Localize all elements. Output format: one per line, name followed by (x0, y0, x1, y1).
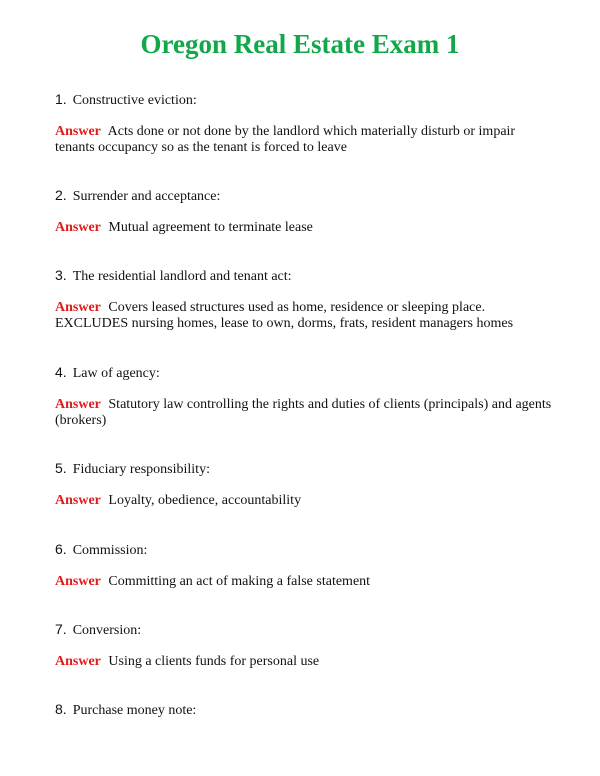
answer-label: Answer (55, 397, 101, 412)
question-text: Law of agency: (72, 366, 160, 381)
question-number: 1. (55, 91, 67, 107)
question-item (55, 459, 555, 509)
question-line (55, 266, 555, 286)
answer-line (55, 124, 555, 156)
question-text: Fiduciary responsibility: (72, 462, 210, 477)
question-item (55, 620, 555, 670)
question-line (55, 700, 555, 720)
question-text: The residential landlord and tenant act: (72, 269, 292, 284)
answer-text: Statutory law controlling the rights and duties of clients (principals) and agents (brokers) (55, 397, 552, 428)
question-number: 3. (55, 267, 67, 283)
question-item (55, 540, 555, 590)
question-text: Commission: (72, 543, 148, 558)
question-line (55, 540, 555, 560)
question-line (55, 363, 555, 383)
answer-label: Answer (55, 300, 101, 315)
answer-line (55, 493, 555, 509)
question-number: 8. (55, 701, 67, 717)
answer-text: Loyalty, obedience, accountability (108, 493, 302, 508)
question-line (55, 186, 555, 206)
answer-text: Mutual agreement to terminate lease (108, 220, 313, 235)
question-item (55, 186, 555, 236)
question-line (55, 90, 555, 110)
question-item (55, 700, 555, 720)
answer-label: Answer (55, 124, 101, 139)
question-line (55, 620, 555, 640)
answer-line (55, 574, 555, 590)
answer-text: Covers leased structures used as home, residence or sleeping place. EXCLUDES nursing homes, lease to own, dorms, frats, resident managers homes (55, 300, 514, 331)
answer-label: Answer (55, 493, 101, 508)
question-line (55, 459, 555, 479)
question-text: Purchase money note: (72, 703, 197, 718)
question-number: 7. (55, 621, 67, 637)
question-number: 4. (55, 364, 67, 380)
answer-line (55, 654, 555, 670)
question-text: Conversion: (72, 623, 142, 638)
question-text: Surrender and acceptance: (72, 189, 221, 204)
question-item (55, 90, 555, 156)
answer-text: Acts done or not done by the landlord which materially disturb or impair tenants occupancy so as the tenant is forced to leave (55, 124, 516, 155)
question-number: 5. (55, 460, 67, 476)
question-number: 6. (55, 541, 67, 557)
question-number: 2. (55, 187, 67, 203)
answer-text: Committing an act of making a false statement (108, 574, 371, 589)
answer-label: Answer (55, 574, 101, 589)
page-title: Oregon Real Estate Exam 1 (140, 29, 460, 59)
question-item (55, 363, 555, 429)
answer-label: Answer (55, 654, 101, 669)
question-text: Constructive eviction: (72, 93, 197, 108)
answer-line (55, 397, 555, 429)
question-item (55, 266, 555, 332)
answer-text: Using a clients funds for personal use (108, 654, 320, 669)
answer-line (55, 300, 555, 332)
answer-label: Answer (55, 220, 101, 235)
answer-line (55, 220, 555, 236)
